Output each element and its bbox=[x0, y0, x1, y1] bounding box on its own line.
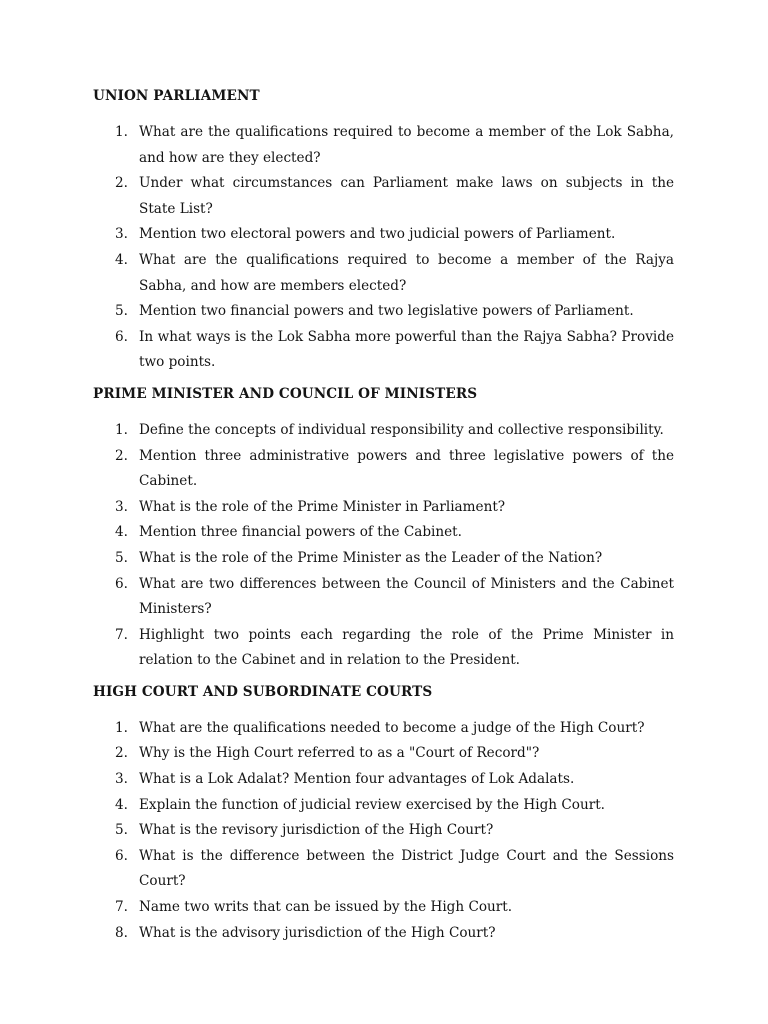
question-number: 2. bbox=[115, 447, 128, 464]
question-item bbox=[93, 844, 674, 895]
question-item bbox=[93, 716, 674, 742]
question-text: What are the qualifications required to become a member of the Lok Sabha, and how are they elected? bbox=[139, 124, 674, 166]
question-item bbox=[93, 767, 674, 793]
question-item bbox=[93, 793, 674, 819]
question-text: What are the qualifications required to become a member of the Rajya Sabha, and how are members elected? bbox=[139, 251, 674, 294]
question-number: 7. bbox=[115, 626, 128, 643]
question-item bbox=[93, 495, 674, 521]
question-text: In what ways is the Lok Sabha more powerful than the Rajya Sabha? Provide two points. bbox=[139, 328, 674, 371]
question-text: Why is the High Court referred to as a "Court of Record"? bbox=[139, 745, 540, 762]
question-text: What is the role of the Prime Minister as the Leader of the Nation? bbox=[139, 549, 603, 566]
question-text: Mention three financial powers of the Cabinet. bbox=[139, 524, 462, 541]
question-number: 4. bbox=[115, 524, 128, 541]
question-number: 3. bbox=[115, 226, 128, 243]
question-number: 2. bbox=[115, 745, 128, 762]
question-text: Define the concepts of individual responsibility and collective responsibility. bbox=[139, 421, 664, 438]
question-number: 3. bbox=[115, 771, 128, 788]
question-item bbox=[93, 171, 674, 222]
question-item bbox=[93, 325, 674, 376]
question-item bbox=[93, 120, 674, 171]
question-number: 1. bbox=[115, 124, 128, 140]
question-item bbox=[93, 895, 674, 921]
question-text: Mention two financial powers and two legislative powers of Parliament. bbox=[139, 303, 634, 320]
question-text: Mention two electoral powers and two judicial powers of Parliament. bbox=[139, 226, 616, 243]
question-number: 6. bbox=[115, 847, 128, 864]
question-text: Name two writs that can be issued by the High Court. bbox=[139, 899, 513, 916]
question-item bbox=[93, 299, 674, 325]
section-heading: UNION PARLIAMENT bbox=[93, 88, 260, 104]
question-number: 4. bbox=[115, 251, 128, 268]
question-text: What is a Lok Adalat? Mention four advantages of Lok Adalats. bbox=[139, 771, 575, 788]
question-text: What are two differences between the Council of Ministers and the Cabinet Ministers? bbox=[139, 575, 674, 618]
question-text: What is the role of the Prime Minister in Parliament? bbox=[139, 498, 506, 515]
question-item bbox=[93, 248, 674, 299]
question-number: 3. bbox=[115, 498, 128, 515]
question-number: 2. bbox=[115, 175, 128, 192]
question-item bbox=[93, 741, 674, 767]
question-number: 4. bbox=[115, 796, 128, 813]
question-item bbox=[93, 444, 674, 495]
question-number: 5. bbox=[115, 822, 128, 839]
question-number: 5. bbox=[115, 549, 128, 566]
question-item bbox=[93, 546, 674, 572]
question-number: 6. bbox=[115, 575, 128, 592]
question-item bbox=[93, 623, 674, 674]
question-item bbox=[93, 418, 674, 444]
question-text: Explain the function of judicial review exercised by the High Court. bbox=[139, 796, 605, 813]
question-number: 7. bbox=[115, 899, 128, 916]
question-list bbox=[93, 120, 674, 376]
section-prime-minister bbox=[93, 385, 674, 674]
question-item bbox=[93, 921, 674, 947]
question-text: Highlight two points each regarding the role of the Prime Minister in relation to the Cabinet and in relation to the President. bbox=[139, 626, 674, 669]
question-list bbox=[93, 716, 674, 946]
question-text: What is the revisory jurisdiction of the High Court? bbox=[139, 822, 494, 839]
question-number: 6. bbox=[115, 328, 128, 345]
question-item bbox=[93, 572, 674, 623]
question-item bbox=[93, 818, 674, 844]
section-high-court bbox=[93, 683, 674, 946]
section-heading: HIGH COURT AND SUBORDINATE COURTS bbox=[93, 683, 433, 700]
question-text: Mention three administrative powers and three legislative powers of the Cabinet. bbox=[139, 447, 674, 490]
question-number: 1. bbox=[115, 421, 128, 438]
question-number: 1. bbox=[115, 719, 128, 736]
question-number: 5. bbox=[115, 303, 128, 320]
question-number: 8. bbox=[115, 924, 128, 941]
question-text: Under what circumstances can Parliament make laws on subjects in the State List? bbox=[139, 175, 674, 217]
question-list bbox=[93, 418, 674, 674]
question-item bbox=[93, 222, 674, 248]
question-text: What is the advisory jurisdiction of the High Court? bbox=[139, 924, 496, 941]
question-text: What is the difference between the District Judge Court and the Sessions Court? bbox=[139, 847, 674, 890]
section-heading: PRIME MINISTER AND COUNCIL OF MINISTERS bbox=[93, 385, 478, 402]
question-text: What are the qualifications needed to become a judge of the High Court? bbox=[139, 719, 645, 736]
question-item bbox=[93, 520, 674, 546]
section-union-parliament bbox=[93, 87, 674, 376]
